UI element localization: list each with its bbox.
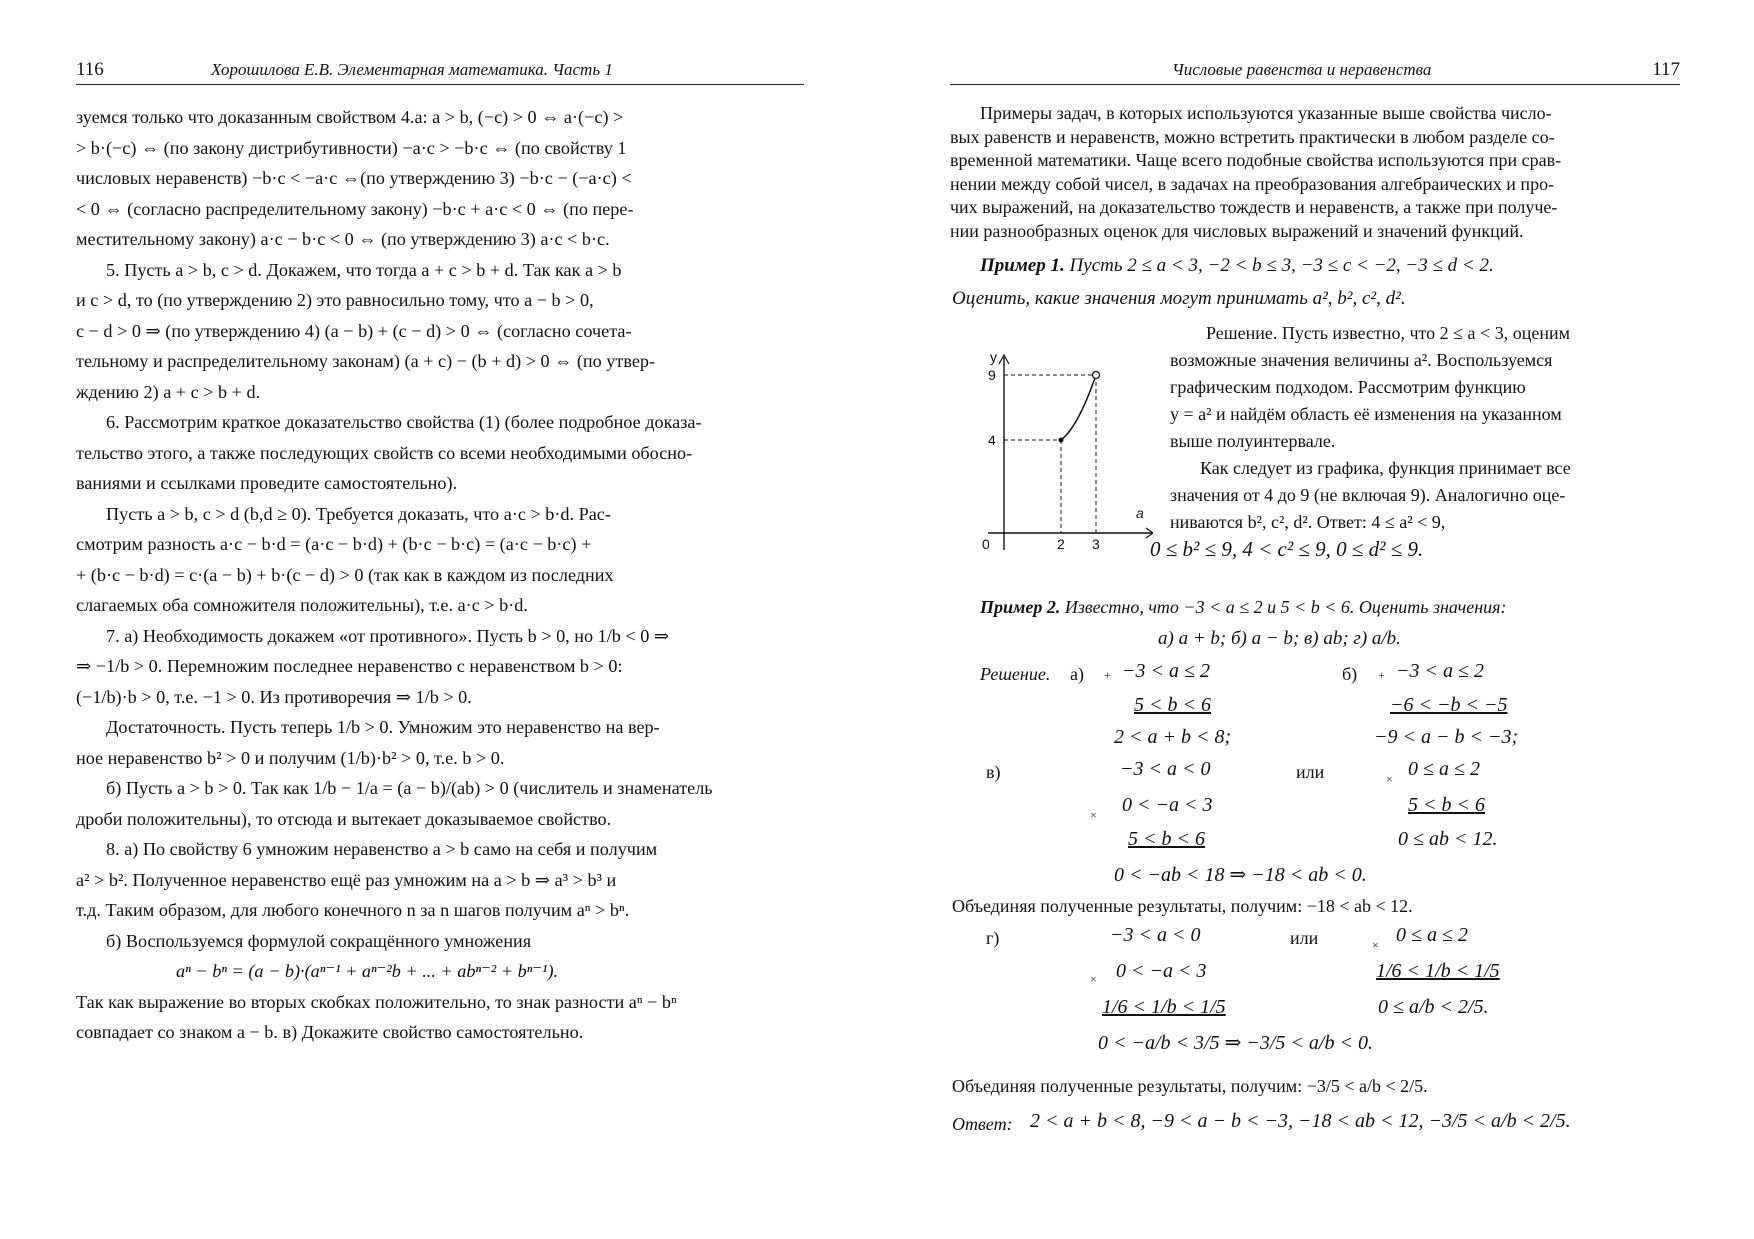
y-axis-label: y bbox=[990, 349, 997, 365]
example-1-solution bbox=[1150, 320, 1680, 563]
example-1-statement bbox=[980, 255, 1680, 277]
part-g-line4: 0 ≤ a ≤ 2 bbox=[1396, 924, 1468, 946]
text-line: и c > d, то (по утверждению 2) это равносильно тому, что a − b > 0, bbox=[76, 290, 594, 310]
running-title: Хорошилова Е.В. Элементарная математика. Часть 1 bbox=[211, 60, 613, 79]
part-g-label: г) bbox=[986, 928, 1000, 948]
solution-line: ниваются b², c², d². Ответ: 4 ≤ a² < 9, bbox=[1170, 512, 1446, 532]
part-g-line5: 1/6 < 1/b < 1/5 bbox=[1376, 960, 1500, 982]
intro-line: Примеры задач, в которых используются указанные выше свойства число- bbox=[980, 103, 1552, 123]
solution-line: возможные значения величины a². Воспользуемся bbox=[1170, 350, 1553, 370]
example-2-statement bbox=[980, 597, 1507, 618]
page-number: 116 bbox=[76, 59, 104, 80]
y-tick-9: 9 bbox=[988, 367, 996, 383]
parabola-curve bbox=[1061, 375, 1096, 440]
text-line: слагаемых оба сомножителя положительны), т.е. a·c > b·d. bbox=[76, 595, 528, 615]
x-axis-label: a bbox=[1136, 505, 1144, 521]
text-line: смотрим разность a·c − b·d = (a·c − b·d) + (b·c − b·c) = (a·c − b·c) + bbox=[76, 534, 592, 554]
plus-sign: + bbox=[1104, 668, 1111, 682]
intro-line: нении между собой чисел, в задачах на преобразования алгебраических и про- bbox=[950, 173, 1555, 194]
page-number: 117 bbox=[1652, 59, 1680, 80]
part-v-line5: 5 < b < 6 bbox=[1408, 794, 1485, 816]
example-2-items: а) a + b; б) a − b; в) ab; г) a/b. bbox=[1158, 628, 1401, 649]
left-body-text bbox=[76, 102, 804, 1048]
part-v-line6: 0 ≤ ab < 12. bbox=[1398, 828, 1498, 850]
x-tick-2: 2 bbox=[1057, 536, 1065, 552]
part-a-line1: −3 < a ≤ 2 bbox=[1122, 660, 1210, 682]
part-g-line6: 0 ≤ a/b < 2/5. bbox=[1378, 996, 1489, 1018]
text-line: местительному закону) a·c − b·c < 0 ⇔ (по утверждению 3) a·c < b·c. bbox=[76, 229, 610, 249]
text-line: ⇒ −1/b > 0. Перемножим последнее неравенство с неравенством b > 0: bbox=[76, 656, 623, 676]
plus-sign: + bbox=[1378, 668, 1385, 682]
text-line: a² > b². Полученное неравенство ещё раз умножим на a > b ⇒ a³ > b³ и bbox=[76, 869, 617, 890]
part-g-result: 0 < −a/b < 3/5 ⇒ −3/5 < a/b < 0. bbox=[1098, 1032, 1373, 1054]
text-line: б) Воспользуемся формулой сокращённого умножения bbox=[106, 930, 532, 951]
text-line: тельство этого, а также последующих свойств со всеми необходимыми обосно- bbox=[76, 442, 693, 463]
part-g-line1: −3 < a < 0 bbox=[1110, 924, 1201, 946]
intro-paragraph bbox=[950, 102, 1680, 243]
times-sign: × bbox=[1372, 938, 1379, 952]
running-title: Числовые равенства и неравенства bbox=[1172, 60, 1432, 79]
part-a-result: 2 < a + b < 8; bbox=[1114, 726, 1232, 748]
example-1-question: Оценить, какие значения могут принимать a², b², c², d². bbox=[952, 288, 1406, 309]
times-sign: × bbox=[1386, 772, 1393, 786]
example-1-text: Пусть 2 ≤ a < 3, −2 < b ≤ 3, −3 ≤ c < −2, −3 ≤ d < 2. bbox=[1069, 255, 1494, 276]
text-line: зуемся только что доказанным свойством 4.а: a > b, (−c) > 0 ⇔ a·(−c) > bbox=[76, 107, 624, 127]
part-v-line3: 5 < b < 6 bbox=[1128, 828, 1205, 850]
solution-line: 0 ≤ b² ≤ 9, 4 < c² ≤ 9, 0 ≤ d² ≤ 9. bbox=[1150, 537, 1424, 561]
part-v-label: в) bbox=[986, 762, 1001, 782]
text-line: т.д. Таким образом, для любого конечного n за n шагов получим aⁿ > bⁿ. bbox=[76, 900, 630, 920]
combined-result-1: Объединяя полученные результаты, получим: −18 < ab < 12. bbox=[952, 896, 1413, 916]
open-endpoint bbox=[1093, 372, 1100, 379]
text-line: ждению 2) a + c > b + d. bbox=[76, 381, 261, 402]
text-line: тельному и распределительному законам) (a + c) − (b + d) > 0 ⇔ (по утвер- bbox=[76, 351, 656, 371]
text-line: 7. а) Необходимость докажем «от противного». Пусть b > 0, но 1/b < 0 ⇒ bbox=[106, 625, 670, 646]
solution-line: Как следует из графика, функция принимает все bbox=[1200, 458, 1571, 478]
part-g-line3: 1/6 < 1/b < 1/5 bbox=[1102, 996, 1226, 1018]
part-b-line2: −6 < −b < −5 bbox=[1390, 694, 1508, 716]
times-sign: × bbox=[1090, 972, 1097, 986]
text-line: совпадает со знаком a − b. в) Докажите свойство самостоятельно. bbox=[76, 1022, 584, 1042]
origin-label: 0 bbox=[982, 536, 990, 552]
text-line: aⁿ − bⁿ = (a − b)·(aⁿ⁻¹ + aⁿ⁻²b + ... + abⁿ⁻² + bⁿ⁻¹). bbox=[176, 961, 559, 981]
intro-line: нии разнообразных оценок для числовых выражений и значений функций. bbox=[950, 220, 1524, 241]
answer-label: Ответ: bbox=[952, 1114, 1013, 1134]
right-page bbox=[950, 0, 1680, 1239]
text-line: 6. Рассмотрим краткое доказательство свойства (1) (более подробное доказа- bbox=[106, 412, 702, 432]
closed-endpoint bbox=[1059, 438, 1064, 443]
example-1-heading: Пример 1. bbox=[980, 255, 1065, 276]
text-line: 5. Пусть a > b, c > d. Докажем, что тогда a + c > b + d. Так как a > b bbox=[106, 259, 622, 280]
or-word: или bbox=[1290, 928, 1319, 948]
text-line: ное неравенство b² > 0 и получим (1/b)·b² > 0, т.е. b > 0. bbox=[76, 747, 505, 768]
left-header bbox=[76, 58, 804, 85]
part-b-label: б) bbox=[1342, 664, 1358, 684]
solution-label: Решение. bbox=[980, 664, 1051, 684]
or-word: или bbox=[1296, 762, 1325, 782]
text-line: (−1/b)·b > 0, т.е. −1 > 0. Из противоречия ⇒ 1/b > 0. bbox=[76, 686, 472, 707]
text-line: Достаточность. Пусть теперь 1/b > 0. Умножим это неравенство на вер- bbox=[106, 717, 660, 737]
text-line: + (b·c − b·d) = c·(a − b) + b·(c − d) > 0 (так как в каждом из последних bbox=[76, 564, 614, 585]
text-line: ваниями и ссылками проведите самостоятельно). bbox=[76, 473, 458, 493]
part-a-label: а) bbox=[1070, 664, 1084, 684]
part-v-line4: 0 ≤ a ≤ 2 bbox=[1408, 758, 1480, 780]
part-g-line2: 0 < −a < 3 bbox=[1116, 960, 1207, 982]
part-v-line2: 0 < −a < 3 bbox=[1122, 794, 1213, 816]
solution-line: Решение. Пусть известно, что 2 ≤ a < 3, оценим bbox=[1206, 323, 1570, 343]
solution-line: графическим подходом. Рассмотрим функцию bbox=[1170, 377, 1526, 397]
text-line: < 0 ⇔ (согласно распределительному закону) −b·c + a·c < 0 ⇔ (по пере- bbox=[76, 198, 634, 219]
example-2-text: Известно, что −3 < a ≤ 2 и 5 < b < 6. Оценить значения: bbox=[1064, 597, 1507, 617]
solution-line: выше полуинтервале. bbox=[1170, 431, 1336, 451]
intro-line: временной математики. Чаще всего подобные свойства используются при срав- bbox=[950, 150, 1562, 170]
parabola-graph bbox=[968, 345, 1153, 560]
times-sign: × bbox=[1090, 808, 1097, 822]
part-a-line2: 5 < b < 6 bbox=[1134, 694, 1211, 716]
text-line: c − d > 0 ⇒ (по утверждению 4) (a − b) + (c − d) > 0 ⇔ (согласно сочета- bbox=[76, 320, 632, 341]
text-line: Так как выражение во вторых скобках положительно, то знак разности aⁿ − bⁿ bbox=[76, 991, 677, 1012]
solution-line: y = a² и найдём область её изменения на указанном bbox=[1170, 404, 1562, 424]
x-tick-3: 3 bbox=[1092, 536, 1100, 552]
intro-line: чих выражений, на доказательство тождеств и неравенств, а также при получе- bbox=[950, 197, 1558, 217]
final-answer: 2 < a + b < 8, −9 < a − b < −3, −18 < ab < 12, −3/5 < a/b < 2/5. bbox=[1030, 1110, 1571, 1132]
solution-line: значения от 4 до 9 (не включая 9). Аналогично оце- bbox=[1170, 485, 1566, 505]
text-line: числовых неравенств) −b·c < −a·c ⇔(по утверждению 3) −b·c − (−a·c) < bbox=[76, 168, 632, 188]
example-2-heading: Пример 2. bbox=[980, 597, 1061, 617]
intro-line: вых равенств и неравенств, можно встретить практически в любом разделе со- bbox=[950, 126, 1555, 147]
text-line: > b·(−c) ⇔ (по закону дистрибутивности) −a·c > −b·c ⇔ (по свойству 1 bbox=[76, 137, 627, 158]
part-v-result: 0 < −ab < 18 ⇒ −18 < ab < 0. bbox=[1114, 864, 1367, 886]
text-line: Пусть a > b, c > d (b,d ≥ 0). Требуется доказать, что a·c > b·d. Рас- bbox=[106, 503, 611, 524]
part-b-result: −9 < a − b < −3; bbox=[1374, 726, 1519, 748]
combined-result-2: Объединяя полученные результаты, получим: −3/5 < a/b < 2/5. bbox=[952, 1076, 1428, 1096]
part-b-line1: −3 < a ≤ 2 bbox=[1396, 660, 1484, 682]
text-line: б) Пусть a > b > 0. Так как 1/b − 1/a = (a − b)/(ab) > 0 (числитель и знаменатель bbox=[106, 778, 713, 798]
text-line: дроби положительны), то отсюда и вытекает доказываемое свойство. bbox=[76, 808, 612, 829]
text-line: 8. а) По свойству 6 умножим неравенство a > b само на себя и получим bbox=[106, 839, 658, 859]
y-tick-4: 4 bbox=[988, 432, 996, 448]
right-header bbox=[950, 58, 1680, 85]
left-page bbox=[76, 0, 804, 1239]
part-v-line1: −3 < a < 0 bbox=[1120, 758, 1211, 780]
